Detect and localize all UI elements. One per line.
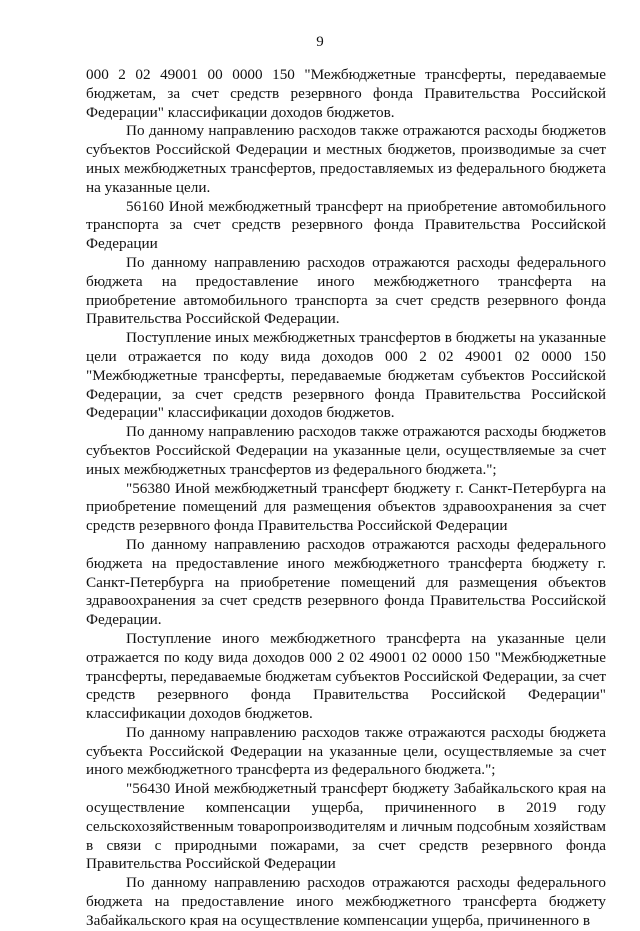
paragraph: По данному направлению расходов отражаются расходы федерального бюджета на предоставление иного межбюджетного трансферта на приобретение автомобильного транспорта за счет средств резервного фонда Правительства Российской Федерации.	[86, 253, 606, 328]
paragraph: По данному направлению расходов отражаются расходы федерального бюджета на предоставление иного межбюджетного трансферта бюджету г. Санкт-Петербурга на приобретение помещений для размещения объектов здравоохранения за счет средств резервного фонда Правительства Российской Федерации.	[86, 535, 606, 629]
page-number: 9	[316, 34, 324, 50]
paragraph: По данному направлению расходов также отражаются расходы бюджетов субъектов Российской Федерации на указанные цели, осуществляемые за счет иных межбюджетных трансфертов из федерального бюджета.";	[86, 423, 606, 478]
paragraph: По данному направлению расходов также отражаются расходы бюджетов субъектов Российской Федерации и местных бюджетов, производимые за счет иных межбюджетных трансфертов, предоставляемых из федерального бюджета на указанные цели.	[86, 122, 606, 196]
document-body	[86, 66, 606, 931]
paragraph-code-56380: "56380 Иной межбюджетный трансферт бюджету г. Санкт-Петербурга на приобретение помещений для размещения объектов здравоохранения за счет средств резервного фонда Правительства Российской Федерации	[86, 479, 606, 535]
paragraph: По данному направлению расходов также отражаются расходы бюджета субъекта Российской Федерации на указанные цели, осуществляемые за счет иного межбюджетного трансферта из федерального бюджета.";	[86, 723, 606, 779]
paragraph-code-56430: "56430 Иной межбюджетный трансферт бюджету Забайкальского края на осуществление компенсации ущерба, причиненного в 2019 году сельскохозяйственным товаропроизводителям и личным подсобным хозяйствам в связи с природными пожарами, за счет средств резервного фонда Правительства Российской Федерации	[86, 780, 606, 873]
paragraph: Поступление иного межбюджетного трансферта на указанные цели отражается по коду вида доходов 000 2 02 49001 02 0000 150 "Межбюджетные трансферты, передаваемые бюджетам субъектов Российской Федерации, за счет средств резервного фонда Правительства Российской Федерации" классификации доходов бюджетов.	[86, 629, 606, 723]
paragraph: Поступление иных межбюджетных трансфертов в бюджеты на указанные цели отражается по коду вида доходов 000 2 02 49001 02 0000 150 "Межбюджетные трансферты, передаваемые бюджетам субъектов Российской Федерации, за счет средств резервного фонда Правительства Российской Федерации" классификации доходов бюджетов.	[86, 329, 606, 422]
paragraph: По данному направлению расходов отражаются расходы федерального бюджета на предоставление иного межбюджетного трансферта бюджету Забайкальского края на осуществление компенсации ущерба, причиненного в	[86, 874, 606, 929]
paragraph-code-56160: 56160 Иной межбюджетный трансферт на приобретение автомобильного транспорта за счет средств резервного фонда Правительства Российской Федерации	[86, 197, 606, 253]
paragraph-code-continuation: 000 2 02 49001 00 0000 150 "Межбюджетные трансферты, передаваемые бюджетам, за счет средств резервного фонда Правительства Российской Федерации" классификации доходов бюджетов.	[86, 66, 606, 121]
